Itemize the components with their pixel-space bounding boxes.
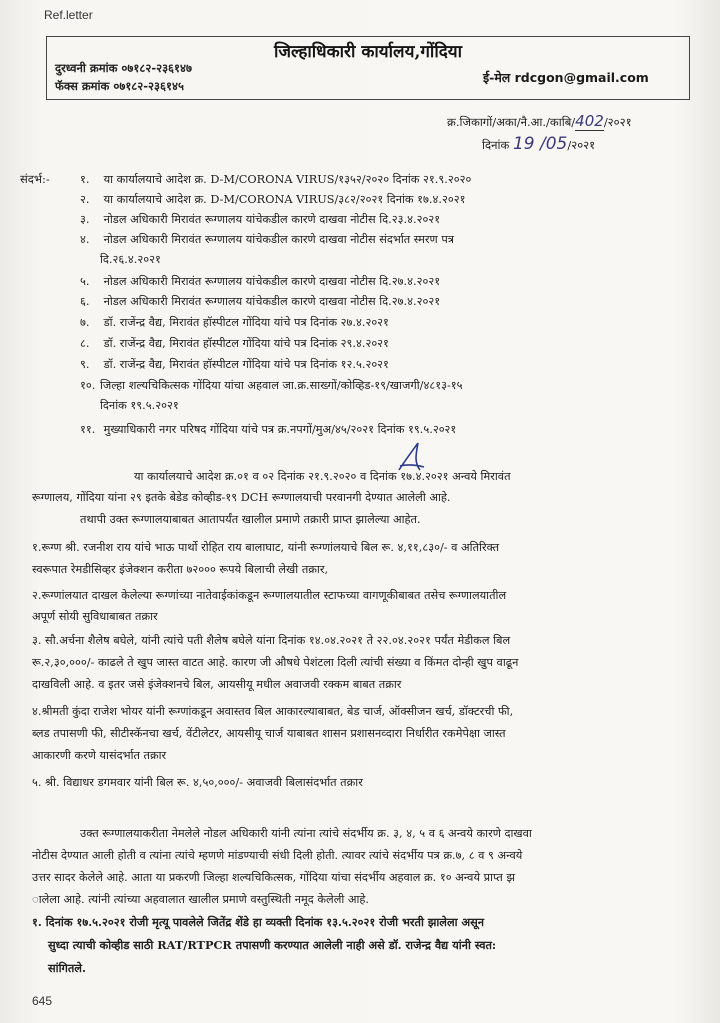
complaint-line: ४.श्रीमती कुंदा राजेश भोयर यांनी रूग्णांकडून अवास्तव बिल आकारल्याबाबत, बेड चार्ज, ऑक्सीजन खर्च, डॉक्टरची फी,: [32, 705, 514, 718]
complaint-line: दाखविली आहे. व इतर जसे इंजेक्शनचे बिल, आयसीयू मधील अवाजवी रक्कम बाबत तक्रार: [32, 678, 402, 691]
references-label: संदर्भ:-: [20, 172, 50, 186]
reference-item-continuation: दि.२६.४.२०२१: [100, 253, 161, 266]
reference-item: ४. नोडल अधिकारी मिरावंत रूग्णालय यांचेकडील कारणे दाखवा नोटीस संदर्भात स्मरण पत्र: [80, 233, 454, 246]
reference-item: ६. नोडल अधिकारी मिरावंत रूग्णालय यांचेकडील कारणे दाखवा नोटीस दि.२७.४.२०२१: [80, 295, 441, 308]
reference-item-continuation: दिनांक १९.५.२०२१: [100, 399, 179, 412]
finding-line: उत्तर सादर केलेले आहे. आता या प्रकरणी जिल्हा शल्यचिकित्सक, गोंदिया यांचा संदर्भीय अहवाल क्र. १० अन्वये प्राप्त झ: [32, 871, 516, 884]
finding-line: ालेला आहे. त्यांनी त्यांच्या अहवालात खालील प्रमाणे वस्तुस्थिती नमूद केलेली आहे.: [32, 893, 370, 906]
reference-prefix: क्र.जिकागों/अका/नै.आ./काबि/: [447, 115, 576, 129]
reference-item: ३. नोडल अधिकारी मिरावंत रूग्णालय यांचेकडील कारणे दाखवा नोटीस दि.२३.४.२०२१: [80, 213, 441, 226]
complaint-line: आकारणी करणे यासंदर्भात तक्रार: [32, 749, 167, 762]
fax-number: फॅक्स क्रमांक ०७१८२-२३६१४५: [55, 79, 184, 93]
intro-line: या कार्यालयाचे आदेश क्र.०१ व ०२ दिनांक २१.९.२०२० व दिनांक १७.४.२०२१ अन्वये मिरावंत: [134, 470, 511, 483]
handwritten-reference-number: 402: [575, 112, 604, 130]
bold-finding-line: सांगितले.: [48, 961, 86, 975]
page-number: 645: [32, 994, 53, 1008]
reference-item: १०. जिल्हा शल्यचिकित्सक गोंदिया यांचा अहवाल जा.क्र.साख्गों/कोव्हिड-१९/खाजगी/४८१३-१५: [80, 379, 463, 392]
complaint-line: २.रूग्णांलयात दाखल केलेल्या रूग्णांच्या नातेवाईकांकडून रूग्णालयातील स्टाफच्या वागणूकीबाबत तसेच रूग्णालयातील: [32, 589, 507, 602]
intro-line: तथापी उक्त रूग्णालयाबाबत आतापर्यंत खालील प्रमाणे तक्रारी प्राप्त झालेल्या आहेत.: [80, 513, 421, 526]
reference-suffix: /२०२१: [603, 115, 632, 129]
bold-finding-line: १. दिनांक १७.५.२०२१ रोजी मृत्यू पावलेले जितेंद्र शेंडे हा व्यक्ती दिनांक १३.५.२०२१ रोजी भरती झालेला असून: [32, 915, 485, 929]
complaint-line: स्वरूपात रेमडीसिव्हर इंजेक्शन करीता ७२००० रूपये बिलाची लेखी तक्रार,: [32, 563, 329, 576]
handwritten-date: 19 /05: [512, 134, 568, 154]
email-address: ई-मेल rdcgon@gmail.com: [483, 70, 649, 85]
finding-line: उक्त रूग्णालयाकरीता नेमलेले नोडल अधिकारी यांनी त्यांना त्यांचे संदर्भीय क्र. ३, ४, ५ व ६ अन्वये कारणे दाखवा: [80, 827, 532, 840]
complaint-line: अपूर्ण सोयी सुविधाबाबत तक्रार: [32, 610, 158, 623]
complaint-line: ब्लड तपासणी फी, सीटीस्कॅनचा खर्च, वेंटीलेटर, आयसीयू चार्ज याबाबत शासन प्रशासनव्दारा निर्धारीत रकमेपेक्षा जास्त: [32, 727, 506, 740]
office-title: जिल्हाधिकारी कार्यालय,गोंदिया: [273, 42, 463, 62]
date-label: दिनांक: [482, 138, 510, 152]
complaint-line: १.रूग्ण श्री. रजनीश राय यांचे भाऊ पार्थो रोहित राय बालाघाट, यांनी रूग्णांलयाचे बिल रू. ४,११,८३०/- व अतिरिक्त: [32, 541, 500, 554]
letterhead-box: [46, 36, 690, 100]
reference-item: ११. मुख्याधिकारी नगर परिषद गोंदिया यांचे पत्र क्र.नपगों/मुअ/४५/२०२१ दिनांक १९.५.२०२१: [80, 423, 457, 436]
reference-item: ८. डॉ. राजेंन्द्र वैद्य, मिरावंत हॉस्पीटल गोंदिया यांचे पत्र दिनांक २९.४.२०२१: [80, 337, 389, 350]
phone-number: दुरध्वनी क्रमांक ०७१८२-२३६१४७: [55, 61, 192, 75]
reference-number: [447, 112, 632, 130]
date-year: /२०२१: [567, 138, 596, 152]
reference-item: ७. डॉ. राजेंन्द्र वैद्य, मिरावंत हॉस्पीटल गोंदिया यांचे पत्र दिनांक २७.४.२०२१: [80, 316, 389, 329]
intro-line: रूग्णालय, गोंदिया यांना २९ इतके बेडेड कोव्हीड-१९ DCH रूग्णालयाची परवानगी देण्यात आलेली आहे.: [32, 491, 451, 504]
reference-item: १. या कार्यालयाचे आदेश क्र. D-M/CORONA VIRUS/१३५२/२०२० दिनांक २१.९.२०२०: [80, 173, 472, 186]
finding-line: नोटीस देण्यात आली होती व त्यांना त्यांचे म्हणणे मांडण्याची संधी दिली होती. त्यावर त्यांचे संदर्भीय पत्र क्र.७, ८ व ९ अन्वये: [32, 849, 523, 862]
reference-item: २. या कार्यालयाचे आदेश क्र. D-M/CORONA VIRUS/३८२/२०२१ दिनांक १७.४.२०२१: [80, 193, 466, 206]
bold-finding-line: सुध्दा त्याची कोव्हीड साठी RAT/RTPCR तपासणी करण्यात आलेली नाही असे डॉ. राजेन्द्र वैद्य यांनी स्वत:: [48, 938, 497, 952]
complaint-line: ५. श्री. विद्याधर डगमवार यांनी बिल रू. ४,५०,०००/- अवाजवी बिलासंदर्भात तक्रार: [32, 776, 363, 789]
complaint-line: ३. सौ.अर्चना शैलेष बघेले, यांनी त्यांचे पती शैलेष बघेले यांना दिनांक १४.०४.२०२१ ते २२.०४.२०२१ पर्यंत मेडीकल बिल: [32, 634, 511, 647]
complaint-line: रू.२,३०,०००/- काढले ते खुप जास्त वाटत आहे. कारण जी औषधे पेशंटला दिली त्यांची संख्या व किंमत दोन्ही खुप वाढून: [32, 656, 519, 669]
reference-item: ९. डॉ. राजेंन्द्र वैद्य, मिरावंत हॉस्पीटल गोंदिया यांचे पत्र दिनांक १२.५.२०२१: [80, 358, 389, 371]
ref-letter-label: Ref.letter: [44, 8, 93, 22]
reference-item: ५. नोडल अधिकारी मिरावंत रूग्णालय यांचेकडील कारणे दाखवा नोटीस दि.२७.४.२०२१: [80, 275, 441, 288]
letter-date: [482, 134, 595, 154]
